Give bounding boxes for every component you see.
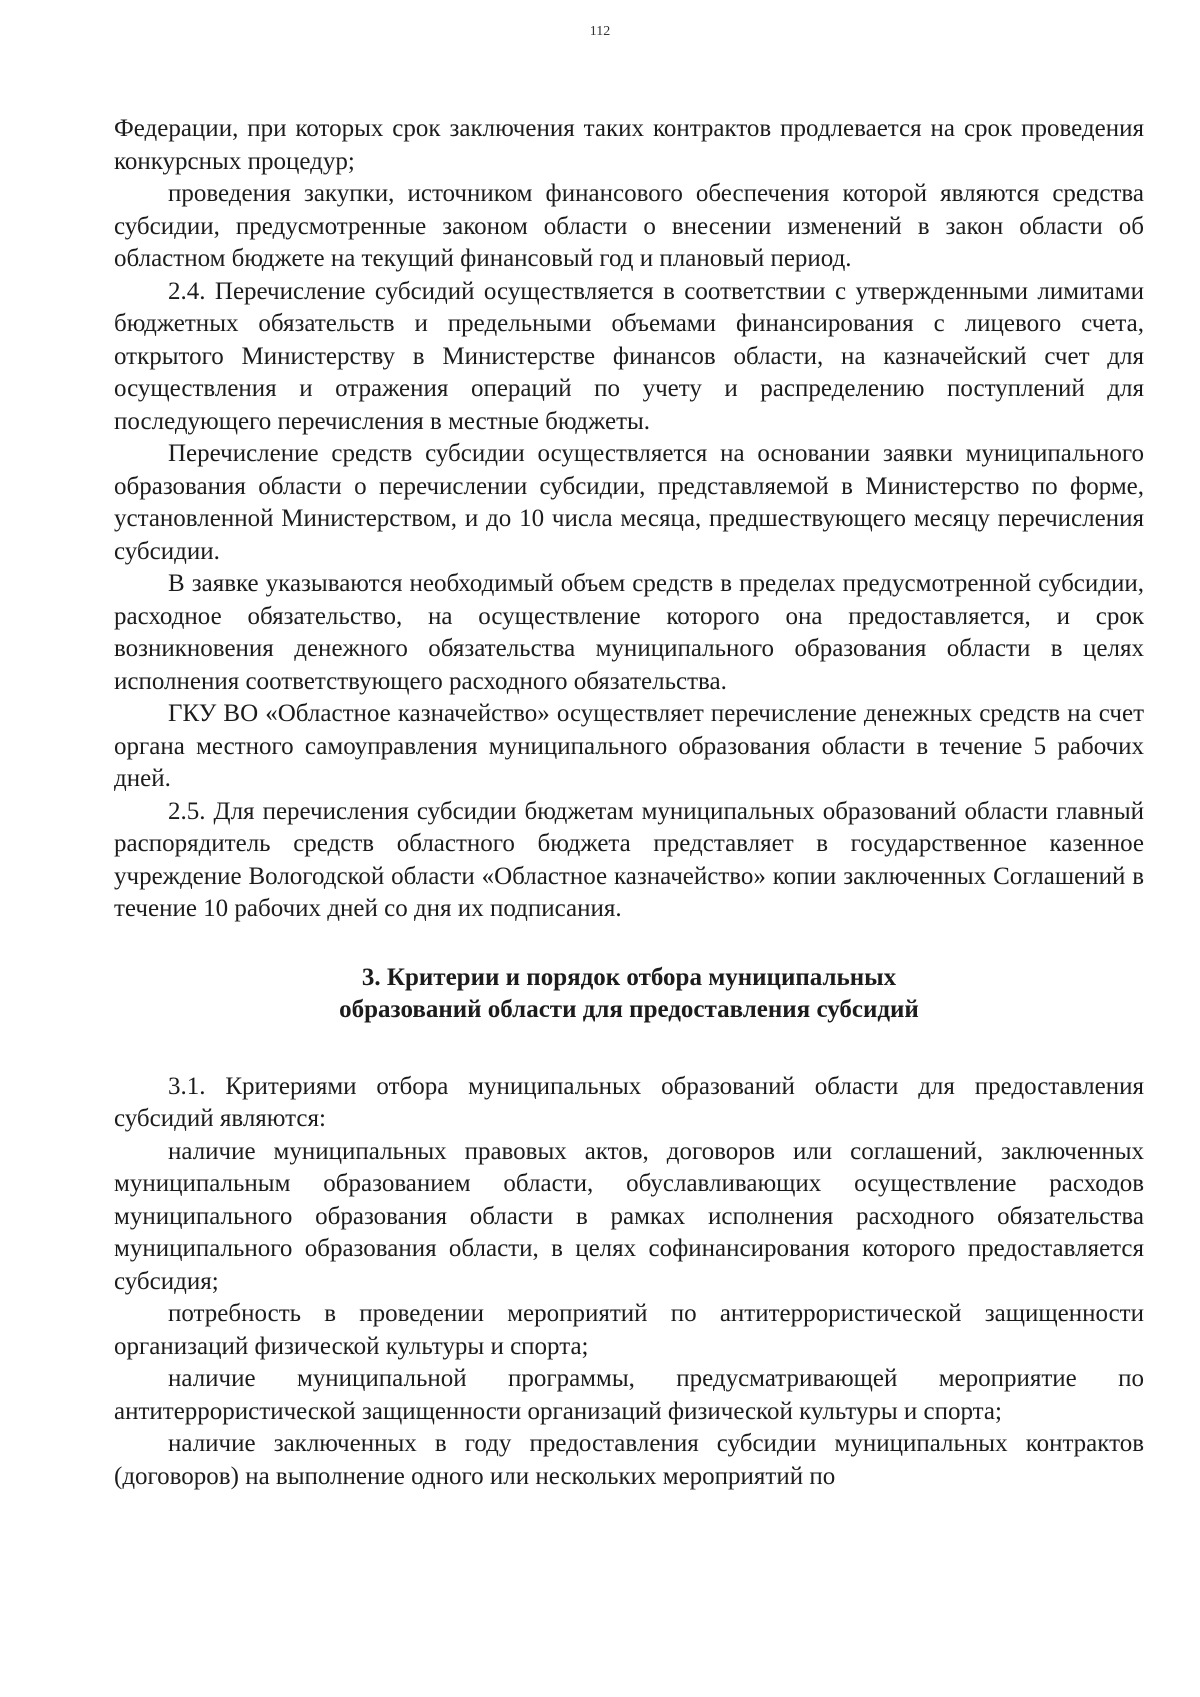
paragraph: Перечисление средств субсидии осуществляется на основании заявки муниципального образования области о перечислении субсидии, представляемой в Министерство по форме, установленной Министерством, и до 10 числа месяца, предшествующего месяцу перечисления субсидии. [114, 440, 1144, 565]
page-number: 112 [589, 24, 611, 39]
section-heading [114, 962, 1144, 1027]
criterion-item: потребность в проведении мероприятий по антитеррористической защищенности организаций физической культуры и спорта; [114, 1300, 1144, 1360]
paragraph-3-1: 3.1. Критериями отбора муниципальных образований области для предоставления субсидий являются: [114, 1072, 1144, 1132]
paragraph: ГКУ ВО «Областное казначейство» осуществляет перечисление денежных средств на счет органа местного самоуправления муниципального образования области в течение 5 рабочих дней. [114, 700, 1144, 792]
paragraph: Федерации, при которых срок заключения таких контрактов продлевается на срок проведения конкурсных процедур; [114, 115, 1144, 175]
criterion-item: наличие муниципальной программы, предусматривающей мероприятие по антитеррористической защищенности организаций физической культуры и спорта; [114, 1365, 1144, 1425]
paragraph: В заявке указываются необходимый объем средств в пределах предусмотренной субсидии, расходное обязательство, на осуществление которого она предоставляется, и срок возникновения денежного обязательства муниципального образования области в целях исполнения соответствующего расходного обязательства. [114, 570, 1144, 695]
section-heading-line: образований области для предоставления субсидий [339, 996, 919, 1023]
paragraph-2-4: 2.4. Перечисление субсидий осуществляется в соответствии с утвержденными лимитами бюджетных обязательств и предельными объемами финансирования с лицевого счета, открытого Министерству в Министерстве финансов области, на казначейский счет для осуществления и отражения операций по учету и распределению поступлений для последующего перечисления в местные бюджеты. [114, 277, 1144, 435]
paragraph-2-5: 2.5. Для перечисления субсидии бюджетам муниципальных образований области главный распорядитель средств областного бюджета представляет в государственное казенное учреждение Вологодской области «Областное казначейство» копии заключенных Соглашений в течение 10 рабочих дней со дня их подписания. [114, 797, 1144, 922]
paragraph: проведения закупки, источником финансового обеспечения которой являются средства субсидии, предусмотренные законом области о внесении изменений в закон области об областном бюджете на текущий финансовый год и плановый период. [114, 180, 1144, 272]
document-body [114, 113, 1144, 1493]
criterion-item: наличие муниципальных правовых актов, договоров или соглашений, заключенных муниципальным образованием области, обуславливающих осуществление расходов муниципального образования области в рамках исполнения расходного обязательства муниципального образования области, в целях софинансирования которого предоставляется субсидия; [114, 1137, 1144, 1295]
section-heading-line: 3. Критерии и порядок отбора муниципальных [361, 963, 897, 991]
criterion-item: наличие заключенных в году предоставления субсидии муниципальных контрактов (договоров) на выполнение одного или нескольких мероприятий по [114, 1430, 1144, 1490]
